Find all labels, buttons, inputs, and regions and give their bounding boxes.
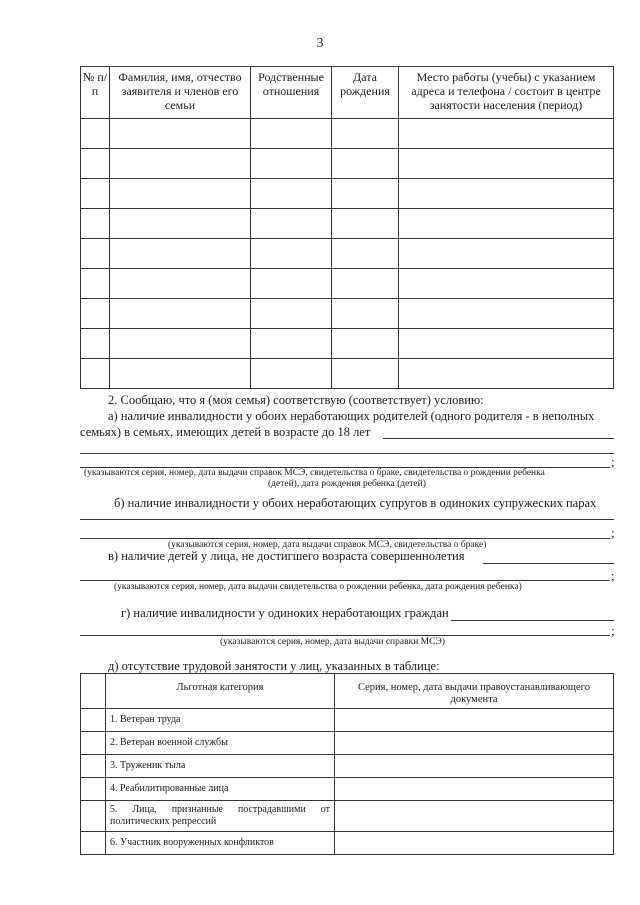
family-table-cell[interactable]	[251, 179, 332, 209]
condition-b-fill-line-2[interactable]	[80, 538, 610, 539]
condition-b-fill-line-1[interactable]	[80, 519, 614, 520]
family-table-cell[interactable]	[332, 119, 399, 149]
condition-v-fill-line-2[interactable]	[80, 580, 610, 581]
col-name-header: Фамилия, имя, отчество заявителя и членов его семьи	[110, 67, 251, 119]
family-table-cell[interactable]	[399, 269, 614, 299]
family-table-cell[interactable]	[81, 149, 110, 179]
family-table-cell[interactable]	[332, 299, 399, 329]
family-table-cell[interactable]	[110, 299, 251, 329]
family-table-cell[interactable]	[251, 209, 332, 239]
benefit-row	[81, 732, 614, 755]
condition-v-note: (указываются серия, номер, дата выдачи свидетельства о рождении ребенка, дата рождения ребенка)	[114, 582, 522, 592]
family-table-cell[interactable]	[399, 209, 614, 239]
col-relation-header: Родственные отношения	[251, 67, 332, 119]
benefit-row-document-cell[interactable]	[335, 778, 614, 801]
family-table-cell[interactable]	[399, 239, 614, 269]
benefit-row-document-cell[interactable]	[335, 732, 614, 755]
family-table-row	[81, 359, 614, 389]
semicolon-v: ;	[611, 568, 615, 583]
benefit-row-label: 2. Ветеран военной службы	[106, 732, 335, 755]
family-table-cell[interactable]	[110, 359, 251, 389]
semicolon-a: ;	[611, 454, 615, 469]
family-table-cell[interactable]	[399, 149, 614, 179]
family-table-cell[interactable]	[332, 239, 399, 269]
family-table-cell[interactable]	[251, 359, 332, 389]
benefit-row5-line2: политических репрессий	[110, 816, 217, 827]
family-table-cell[interactable]	[110, 119, 251, 149]
family-table-cell[interactable]	[81, 299, 110, 329]
family-table-cell[interactable]	[81, 359, 110, 389]
family-table-row	[81, 179, 614, 209]
family-table-cell[interactable]	[81, 269, 110, 299]
condition-b-line: б) наличие инвалидности у обоих неработающих супругов в одиноких супружеских парах	[114, 496, 597, 510]
benefit-row-document-cell[interactable]	[335, 755, 614, 778]
family-table-cell[interactable]	[332, 269, 399, 299]
family-table-cell[interactable]	[251, 269, 332, 299]
condition-g-fill-line-2[interactable]	[80, 635, 610, 636]
family-table-cell[interactable]	[81, 209, 110, 239]
benefit-row-document-cell[interactable]	[335, 709, 614, 732]
family-table-cell[interactable]	[332, 179, 399, 209]
family-table-cell[interactable]	[251, 299, 332, 329]
benefit-row-document-cell[interactable]	[335, 801, 614, 832]
col-workplace-header: Место работы (учебы) с указанием адреса и телефона / состоит в центре занятости населения (период)	[399, 67, 614, 119]
condition-a-fill-line-1[interactable]	[383, 438, 614, 439]
family-table-cell[interactable]	[399, 119, 614, 149]
benefit-category-table	[80, 673, 614, 855]
family-table-cell[interactable]	[110, 269, 251, 299]
family-table-cell[interactable]	[332, 149, 399, 179]
benefit-row	[81, 801, 614, 832]
benefit-row-label: 1. Ветеран труда	[106, 709, 335, 732]
family-table-body	[81, 119, 614, 389]
family-table-cell[interactable]	[332, 209, 399, 239]
condition-g-fill-line-1[interactable]	[451, 620, 614, 621]
benefit-row	[81, 778, 614, 801]
condition-d-line: д) отсутствие трудовой занятости у лиц, указанных в таблице:	[108, 659, 440, 673]
benefit-row-label: 3. Труженик тыла	[106, 755, 335, 778]
family-table-row	[81, 269, 614, 299]
benefit-table-header-row	[81, 674, 614, 709]
family-table-cell[interactable]	[110, 329, 251, 359]
benefit-row-label: 6. Участник вооруженных конфликтов	[106, 832, 335, 855]
family-table-cell[interactable]	[399, 299, 614, 329]
family-table-row	[81, 209, 614, 239]
family-table-cell[interactable]	[399, 329, 614, 359]
condition-a-line2: семьях) в семьях, имеющих детей в возрасте до 18 лет	[80, 425, 371, 439]
condition-v-fill-line-1[interactable]	[483, 563, 614, 564]
benefit-row-document-cell[interactable]	[335, 832, 614, 855]
condition-g-line: г) наличие инвалидности у одиноких неработающих граждан	[121, 606, 449, 620]
family-table-cell[interactable]	[81, 239, 110, 269]
page-number: 3	[316, 36, 324, 51]
benefit-row5-line1: 5. Лица, признанные пострадавшими от	[110, 804, 330, 815]
family-table-cell[interactable]	[399, 359, 614, 389]
family-table-row	[81, 119, 614, 149]
benefit-category-header: Льготная категория	[106, 674, 335, 709]
condition-a-fill-line-2[interactable]	[80, 453, 614, 454]
family-table-cell[interactable]	[332, 329, 399, 359]
benefit-document-header: Серия, номер, дата выдачи правоустанавливающего документа	[335, 674, 614, 709]
family-table-cell[interactable]	[110, 239, 251, 269]
condition-a-line1: а) наличие инвалидности у обоих неработающих родителей (одного родителя - в неполных	[108, 409, 595, 423]
family-table-cell[interactable]	[110, 149, 251, 179]
col-birthdate-header: Дата рождения	[332, 67, 399, 119]
semicolon-b: ;	[611, 525, 615, 540]
col-number-header: № п/п	[81, 67, 110, 119]
family-table-row	[81, 149, 614, 179]
family-table-row	[81, 299, 614, 329]
family-table-row	[81, 329, 614, 359]
semicolon-g: ;	[611, 623, 615, 638]
family-table-cell[interactable]	[81, 329, 110, 359]
family-table-cell[interactable]	[251, 239, 332, 269]
section2-intro: 2. Сообщаю, что я (моя семья) соответствую (соответствует) условию:	[108, 393, 484, 407]
family-table-header-row	[81, 67, 614, 119]
benefit-row-label	[106, 801, 335, 832]
family-table-row	[81, 239, 614, 269]
condition-v-line: в) наличие детей у лица, не достигшего возраста совершеннолетия	[108, 549, 465, 563]
benefit-row	[81, 832, 614, 855]
family-table-cell[interactable]	[399, 179, 614, 209]
benefit-row	[81, 755, 614, 778]
family-table-cell[interactable]	[332, 359, 399, 389]
family-table-cell[interactable]	[251, 119, 332, 149]
benefit-row-label: 4. Реабилитированные лица	[106, 778, 335, 801]
benefit-row	[81, 709, 614, 732]
family-table-cell[interactable]	[110, 209, 251, 239]
condition-a-note1: (указываются серия, номер, дата выдачи справок МСЭ, свидетельства о браке, свидетельства о рождении ребенка	[84, 468, 545, 478]
family-table-cell[interactable]	[81, 119, 110, 149]
condition-a-note2: (детей), дата рождения ребенка (детей)	[268, 479, 426, 489]
family-table-cell[interactable]	[81, 179, 110, 209]
family-table-cell[interactable]	[251, 329, 332, 359]
family-table-cell[interactable]	[251, 149, 332, 179]
benefit-num-header	[81, 674, 106, 709]
condition-g-note: (указываются серия, номер, дата выдачи справки МСЭ)	[220, 637, 445, 647]
family-table-cell[interactable]	[110, 179, 251, 209]
family-members-table	[80, 66, 614, 389]
condition-b-note: (указываются серия, номер, дата выдачи справок МСЭ, свидетельства о браке)	[168, 540, 487, 550]
